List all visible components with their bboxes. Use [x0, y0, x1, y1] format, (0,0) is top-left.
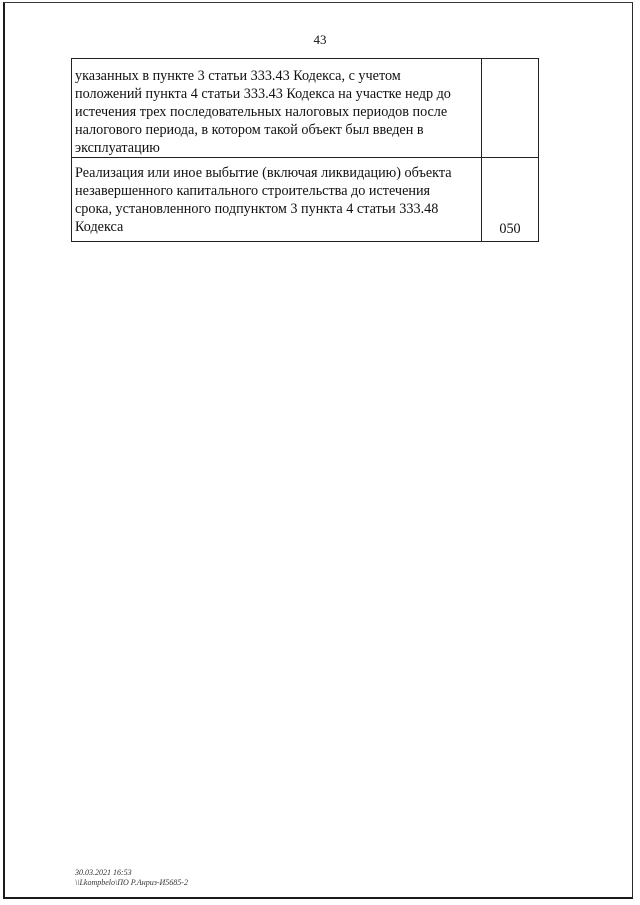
footer-file-path: \\Lkompbelo\ПО Р.Анриз-И5685-2 — [75, 878, 188, 887]
row-description: указанных в пункте 3 статьи 333.43 Кодекса, с учетом положений пункта 4 статьи 333.43 Кодекса на участке недр до истечения трех последовательных налоговых периодов после налогового периода, в котором такой объект был введен в эксплуатацию — [72, 59, 482, 158]
document-table — [71, 58, 539, 242]
page-number: 43 — [313, 32, 327, 47]
row-description: Реализация или иное выбытие (включая ликвидацию) объекта незавершенного капитального строительства до истечения срока, установленного подпунктом 3 пункта 4 статьи 333.48 Кодекса — [72, 158, 482, 242]
footer-timestamp: 30.03.2021 16:53 — [75, 868, 132, 877]
row-code: 050 — [482, 158, 539, 242]
table-row — [72, 158, 539, 242]
row-code — [482, 59, 539, 158]
document-footer — [75, 868, 188, 888]
table-row — [72, 59, 539, 158]
